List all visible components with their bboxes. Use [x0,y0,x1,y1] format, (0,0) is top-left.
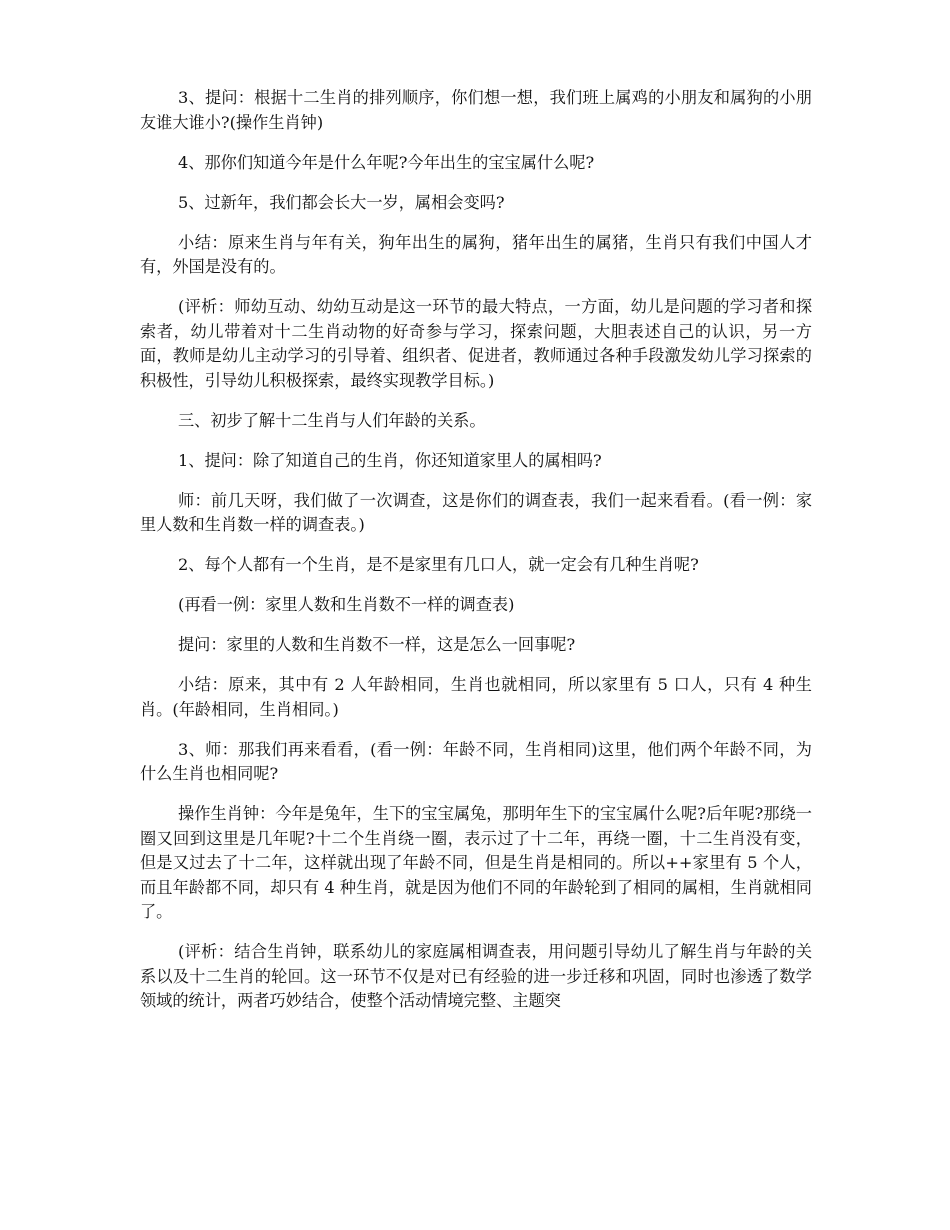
section-heading-3: 三、初步了解十二生肖与人们年龄的关系。 [178,410,486,430]
paragraph-teacher-3: 3、师：那我们再来看看，(看一例：年龄不同，生肖相同)这里，他们两个年龄不同，为什么生肖也相同呢? [140,739,812,783]
paragraph-question-3: 3、提问：根据十二生肖的排列顺序，你们想一想，我们班上属鸡的小朋友和属狗的小朋友谁大谁小?(操作生肖钟) [140,88,812,132]
paragraph-question-4: 4、那你们知道今年是什么年呢?今年出生的宝宝属什么呢? [178,152,595,172]
paragraph-commentary-2: (评析：结合生肖钟，联系幼儿的家庭属相调查表，用问题引导幼儿了解生肖与年龄的关系以及十二生肖的轮回。这一环节不仅是对已有经验的进一步迁移和巩固，同时也渗透了数学领域的统计，两者巧妙结合，使整个活动情境完整、主题突 [140,942,812,1010]
document-body [140,86,812,1029]
paragraph-question-family: 提问：家里的人数和生肖数不一样，这是怎么一回事呢? [178,635,576,654]
paragraph-commentary-1: (评析：师幼互动、幼幼互动是这一环节的最大特点，一方面，幼儿是问题的学习者和探索者，幼儿带着对十二生肖动物的好奇参与学习，探索问题，大胆表述自己的认识，另一方面，教师是幼儿主动学习的引导着、组织者、促进者，教师通过各种手段激发幼儿学习探索的积极性，引导幼儿积极探索，最终实现教学目标。) [140,297,812,390]
paragraph-question-5: 5、过新年，我们都会长大一岁，属相会变吗? [178,192,505,212]
paragraph-question-1: 1、提问：除了知道自己的生肖，你还知道家里人的属相吗? [178,450,602,470]
paragraph-teacher-1: 师：前几天呀，我们做了一次调查，这是你们的调查表，我们一起来看看。(看一例：家里人数和生肖数一样的调查表。) [140,490,812,534]
paragraph-question-2: 2、每个人都有一个生肖，是不是家里有几口人，就一定会有几种生肖呢? [178,555,699,574]
paragraph-example-2: (再看一例：家里人数和生肖数不一样的调查表) [178,595,515,614]
paragraph-summary-2: 小结：原来，其中有 2 人年龄相同，生肖也就相同，所以家里有 5 口人，只有 4 种生肖。(年龄相同，生肖相同。) [140,675,812,719]
paragraph-summary-1: 小结：原来生肖与年有关，狗年出生的属狗，猪年出生的属猪，生肖只有我们中国人才有，外国是没有的。 [140,232,812,276]
paragraph-zodiac-clock: 操作生肖钟：今年是兔年，生下的宝宝属兔，那明年生下的宝宝属什么呢?后年呢?那绕一圈又回到这里是几年呢?十二个生肖绕一圈，表示过了十二年，再绕一圈，十二生肖没有变，但是又过去了十二年，这样就出现了年龄不同，但是生肖是相同的。所以++家里有 5 个人，而且年龄都不同，却只有 4 种生肖，就是因为他们不同的年龄轮到了相同的属相，生肖就相同了。 [140,804,812,921]
